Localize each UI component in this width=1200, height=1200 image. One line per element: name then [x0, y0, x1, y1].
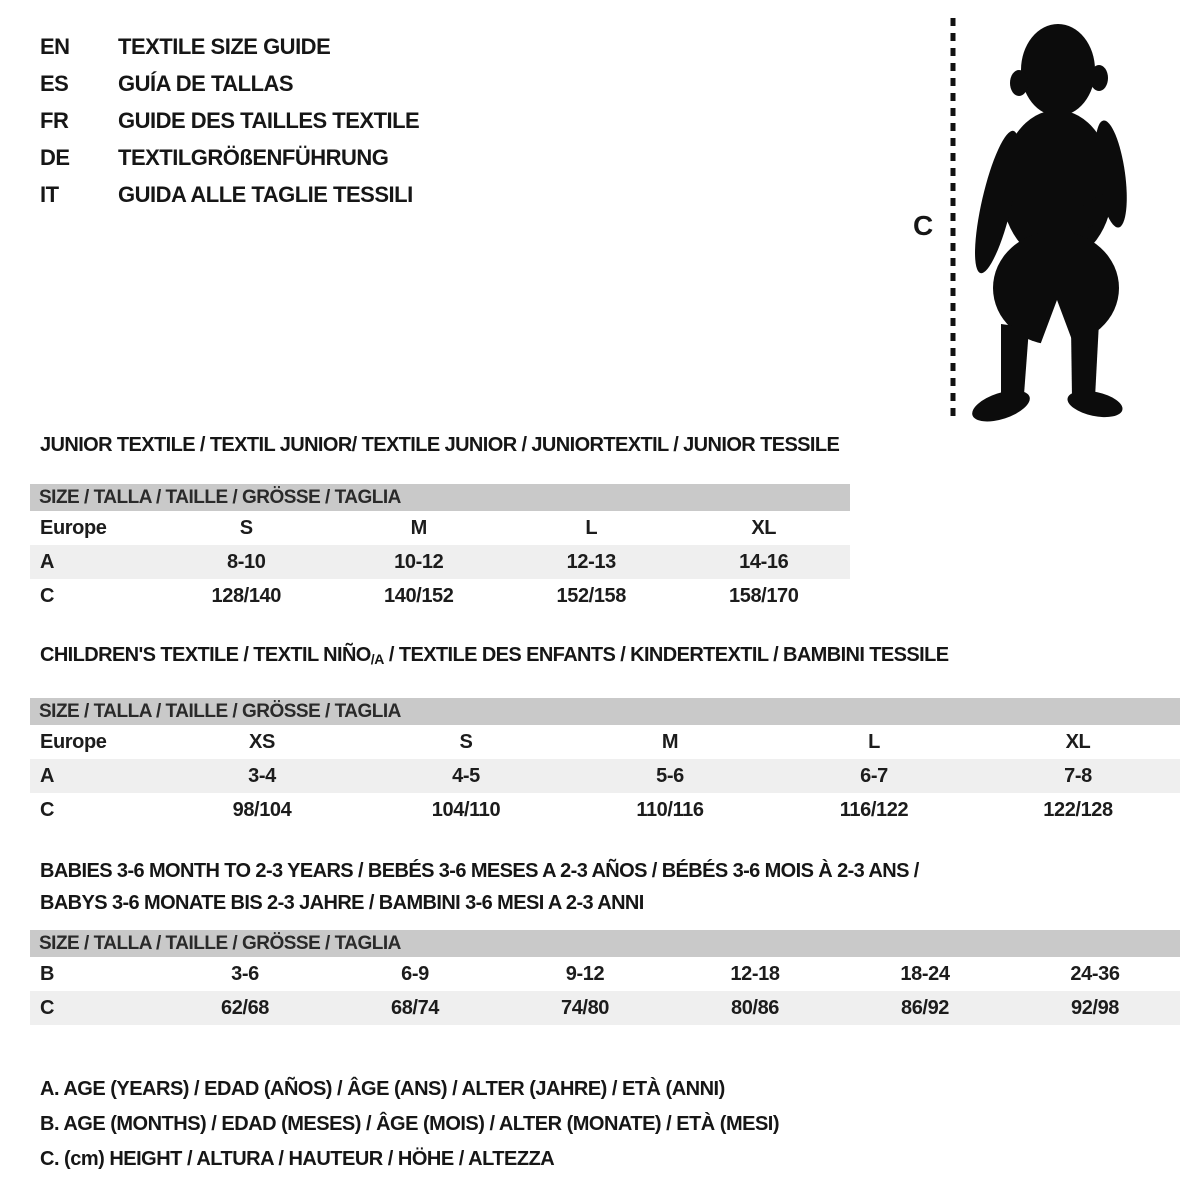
height-cell: 104/110 — [431, 798, 501, 821]
age-cell: 3-4 — [248, 764, 276, 787]
language-code: FR — [40, 108, 69, 133]
age-cell: 24-36 — [1070, 962, 1120, 985]
age-cell: 3-6 — [231, 962, 259, 985]
height-cell: 116/122 — [839, 798, 909, 821]
row-label: C — [40, 996, 55, 1019]
language-title: GUIDE DES TAILLES TEXTILE — [118, 108, 420, 133]
language-title: TEXTILE SIZE GUIDE — [118, 34, 331, 59]
size-header-bar: SIZE / TALLA / TAILLE / GRÖSSE / TAGLIA — [30, 698, 1180, 725]
table-row — [30, 957, 1180, 991]
legend-line-a: A. AGE (YEARS) / EDAD (AÑOS) / ÂGE (ANS) / ALTER (JAHRE) / ETÀ (ANNI) — [40, 1078, 725, 1100]
size-cell: L — [868, 730, 880, 753]
measure-label-c: C — [913, 210, 934, 241]
size-cell: M — [661, 730, 679, 753]
row-label: C — [40, 798, 55, 821]
section-children-textile — [30, 644, 1180, 827]
row-label: Europe — [40, 730, 107, 753]
height-cell: 98/104 — [232, 798, 292, 821]
height-cell: 122/128 — [1043, 798, 1113, 821]
age-cell: 14-16 — [739, 550, 789, 573]
size-cell: S — [239, 516, 253, 539]
height-cell: 80/86 — [730, 996, 780, 1019]
section-junior-textile — [30, 434, 850, 613]
size-cell: XS — [249, 730, 275, 753]
age-cell: 10-12 — [394, 550, 444, 573]
section-babies-textile — [30, 855, 1180, 1025]
language-title: GUIDA ALLE TAGLIE TESSILI — [118, 182, 413, 207]
height-cell: 74/80 — [560, 996, 610, 1019]
legend-line-c: C. (cm) HEIGHT / ALTURA / HAUTEUR / HÖHE / ALTEZZA — [40, 1148, 555, 1170]
age-cell: 7-8 — [1064, 764, 1092, 787]
toddler-silhouette — [965, 16, 1137, 422]
table-row — [30, 579, 850, 613]
section-title-line1: BABIES 3-6 MONTH TO 2-3 YEARS / BEBÉS 3-6 MESES A 2-3 AÑOS / BÉBÉS 3-6 MOIS À 2-3 ANS / — [40, 860, 919, 882]
table-row — [30, 793, 1180, 827]
section-title: JUNIOR TEXTILE / TEXTIL JUNIOR/ TEXTILE JUNIOR / JUNIORTEXTIL / JUNIOR TESSILE — [40, 434, 840, 456]
height-cell: 86/92 — [900, 996, 950, 1019]
age-cell: 6-9 — [401, 962, 429, 985]
language-code: IT — [40, 182, 59, 207]
size-header-bar: SIZE / TALLA / TAILLE / GRÖSSE / TAGLIA — [30, 930, 1180, 957]
size-cell: XL — [751, 516, 777, 539]
row-label: Europe — [40, 516, 107, 539]
size-cell: S — [459, 730, 473, 753]
height-cell: 62/68 — [220, 996, 270, 1019]
legend — [40, 1072, 779, 1177]
language-title-list — [40, 35, 419, 207]
height-cell: 110/116 — [636, 798, 704, 821]
table-row — [30, 725, 1180, 759]
height-measure-dotted-line — [948, 14, 958, 420]
age-cell: 9-12 — [565, 962, 605, 985]
height-cell: 68/74 — [390, 996, 440, 1019]
table-row — [30, 545, 850, 579]
height-cell: 92/98 — [1070, 996, 1120, 1019]
height-cell: 158/170 — [729, 584, 799, 607]
language-code: DE — [40, 145, 70, 170]
junior-size-table — [30, 511, 850, 613]
height-cell: 140/152 — [384, 584, 454, 607]
babies-size-table — [30, 957, 1180, 1025]
language-code: EN — [40, 34, 70, 59]
size-cell: M — [410, 516, 427, 539]
section-title-line2: BABYS 3-6 MONATE BIS 2-3 JAHRE / BAMBINI 3-6 MESI A 2-3 ANNI — [40, 892, 644, 914]
children-size-table — [30, 725, 1180, 827]
language-code: ES — [40, 71, 69, 96]
age-cell: 18-24 — [900, 962, 950, 985]
age-cell: 12-18 — [730, 962, 780, 985]
row-label: A — [40, 550, 55, 573]
height-measure-figure — [905, 10, 1160, 424]
height-cell: 152/158 — [556, 584, 626, 607]
size-header-bar: SIZE / TALLA / TAILLE / GRÖSSE / TAGLIA — [30, 484, 850, 511]
age-cell: 8-10 — [227, 550, 266, 573]
table-row — [30, 511, 850, 545]
legend-line-b: B. AGE (MONTHS) / EDAD (MESES) / ÂGE (MOIS) / ALTER (MONATE) / ETÀ (MESI) — [40, 1113, 780, 1135]
language-title: TEXTILGRÖßENFÜHRUNG — [118, 145, 389, 170]
height-cell: 128/140 — [211, 584, 281, 607]
table-row — [30, 759, 1180, 793]
table-row — [30, 991, 1180, 1025]
age-cell: 12-13 — [566, 550, 616, 573]
age-cell: 6-7 — [860, 764, 888, 787]
size-cell: XL — [1065, 730, 1091, 753]
row-label: C — [40, 584, 55, 607]
title-subscript: /A — [370, 651, 384, 667]
row-label: B — [40, 962, 55, 985]
section-title: CHILDREN'S TEXTILE / TEXTIL NIÑO/A / TEXTILE DES ENFANTS / KINDERTEXTIL / BAMBINI TESSILE — [40, 644, 949, 667]
language-title: GUÍA DE TALLAS — [118, 71, 294, 96]
age-cell: 4-5 — [452, 764, 480, 787]
row-label: A — [40, 764, 55, 787]
age-cell: 5-6 — [656, 764, 684, 787]
size-cell: L — [585, 516, 598, 539]
